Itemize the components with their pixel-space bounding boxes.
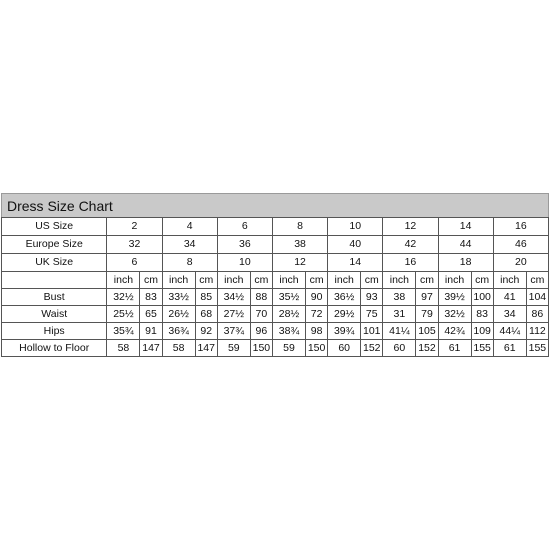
measurement-value: 92	[195, 323, 217, 340]
measurement-value: 61	[493, 340, 526, 357]
unit-cm: cm	[195, 272, 217, 289]
measurement-value: 96	[250, 323, 272, 340]
measurement-value: 68	[195, 306, 217, 323]
unit-cm: cm	[416, 272, 438, 289]
size-cell: 10	[217, 254, 272, 272]
unit-inch: inch	[493, 272, 526, 289]
measurement-value: 25½	[107, 306, 140, 323]
size-cell: 6	[107, 254, 162, 272]
measurement-value: 39½	[438, 289, 471, 306]
unit-inch: inch	[217, 272, 250, 289]
measurement-value: 58	[107, 340, 140, 357]
unit-row-label	[2, 272, 107, 289]
measurement-value: 44¼	[493, 323, 526, 340]
size-table	[1, 217, 549, 357]
measurement-value: 155	[526, 340, 548, 357]
unit-cm: cm	[250, 272, 272, 289]
measurement-value: 98	[306, 323, 328, 340]
europe-size-row	[2, 236, 549, 254]
row-label: US Size	[2, 218, 107, 236]
measurement-value: 100	[471, 289, 493, 306]
measurement-value: 147	[195, 340, 217, 357]
unit-inch: inch	[162, 272, 195, 289]
measurement-value: 35½	[272, 289, 305, 306]
row-label: Europe Size	[2, 236, 107, 254]
size-cell: 10	[328, 218, 383, 236]
measurement-row	[2, 340, 549, 357]
size-cell: 12	[272, 254, 327, 272]
measurement-row	[2, 289, 549, 306]
measurement-value: 85	[195, 289, 217, 306]
measurement-value: 35¾	[107, 323, 140, 340]
measurement-value: 79	[416, 306, 438, 323]
size-cell: 14	[438, 218, 493, 236]
measurement-value: 31	[383, 306, 416, 323]
measurement-row	[2, 306, 549, 323]
measurement-value: 72	[306, 306, 328, 323]
measurement-value: 39¾	[328, 323, 361, 340]
measurement-label: Bust	[2, 289, 107, 306]
chart-title: Dress Size Chart	[1, 193, 549, 217]
measurement-value: 70	[250, 306, 272, 323]
size-cell: 46	[493, 236, 548, 254]
measurement-value: 29½	[328, 306, 361, 323]
measurement-value: 152	[416, 340, 438, 357]
measurement-value: 155	[471, 340, 493, 357]
measurement-value: 60	[328, 340, 361, 357]
size-cell: 38	[272, 236, 327, 254]
size-cell: 40	[328, 236, 383, 254]
unit-cm: cm	[526, 272, 548, 289]
measurement-value: 42¾	[438, 323, 471, 340]
size-cell: 8	[272, 218, 327, 236]
size-cell: 44	[438, 236, 493, 254]
measurement-value: 147	[140, 340, 162, 357]
size-cell: 34	[162, 236, 217, 254]
size-cell: 4	[162, 218, 217, 236]
measurement-value: 32½	[107, 289, 140, 306]
measurement-value: 101	[361, 323, 383, 340]
measurement-value: 36¾	[162, 323, 195, 340]
dress-size-chart	[1, 193, 549, 357]
measurement-label: Hips	[2, 323, 107, 340]
measurement-value: 90	[306, 289, 328, 306]
measurement-value: 112	[526, 323, 548, 340]
measurement-value: 28½	[272, 306, 305, 323]
measurement-value: 59	[272, 340, 305, 357]
unit-inch: inch	[328, 272, 361, 289]
unit-cm: cm	[361, 272, 383, 289]
measurement-value: 83	[140, 289, 162, 306]
measurement-value: 97	[416, 289, 438, 306]
size-cell: 2	[107, 218, 162, 236]
unit-cm: cm	[471, 272, 493, 289]
size-cell: 6	[217, 218, 272, 236]
unit-inch: inch	[383, 272, 416, 289]
size-cell: 14	[328, 254, 383, 272]
measurement-value: 150	[306, 340, 328, 357]
size-cell: 16	[493, 218, 548, 236]
measurement-value: 59	[217, 340, 250, 357]
size-cell: 16	[383, 254, 438, 272]
measurement-value: 60	[383, 340, 416, 357]
size-cell: 12	[383, 218, 438, 236]
row-label: UK Size	[2, 254, 107, 272]
size-cell: 32	[107, 236, 162, 254]
size-cell: 8	[162, 254, 217, 272]
us-size-row	[2, 218, 549, 236]
measurement-value: 37¾	[217, 323, 250, 340]
measurement-value: 65	[140, 306, 162, 323]
size-cell: 20	[493, 254, 548, 272]
measurement-value: 26½	[162, 306, 195, 323]
measurement-value: 27½	[217, 306, 250, 323]
unit-inch: inch	[107, 272, 140, 289]
measurement-value: 150	[250, 340, 272, 357]
measurement-label: Hollow to Floor	[2, 340, 107, 357]
measurement-value: 93	[361, 289, 383, 306]
measurement-value: 38	[383, 289, 416, 306]
measurement-value: 32½	[438, 306, 471, 323]
measurement-value: 152	[361, 340, 383, 357]
size-cell: 18	[438, 254, 493, 272]
measurement-value: 34	[493, 306, 526, 323]
measurement-value: 58	[162, 340, 195, 357]
measurement-value: 91	[140, 323, 162, 340]
measurement-value: 86	[526, 306, 548, 323]
size-cell: 42	[383, 236, 438, 254]
measurement-value: 88	[250, 289, 272, 306]
unit-inch: inch	[272, 272, 305, 289]
unit-inch: inch	[438, 272, 471, 289]
unit-cm: cm	[306, 272, 328, 289]
measurement-value: 41	[493, 289, 526, 306]
measurement-value: 83	[471, 306, 493, 323]
measurement-value: 41¼	[383, 323, 416, 340]
unit-row	[2, 272, 549, 289]
size-cell: 36	[217, 236, 272, 254]
measurement-value: 36½	[328, 289, 361, 306]
measurement-row	[2, 323, 549, 340]
uk-size-row	[2, 254, 549, 272]
measurement-value: 61	[438, 340, 471, 357]
measurement-value: 75	[361, 306, 383, 323]
measurement-value: 105	[416, 323, 438, 340]
measurement-value: 104	[526, 289, 548, 306]
measurement-label: Waist	[2, 306, 107, 323]
measurement-value: 33½	[162, 289, 195, 306]
measurement-value: 38¾	[272, 323, 305, 340]
unit-cm: cm	[140, 272, 162, 289]
measurement-value: 34½	[217, 289, 250, 306]
measurement-value: 109	[471, 323, 493, 340]
